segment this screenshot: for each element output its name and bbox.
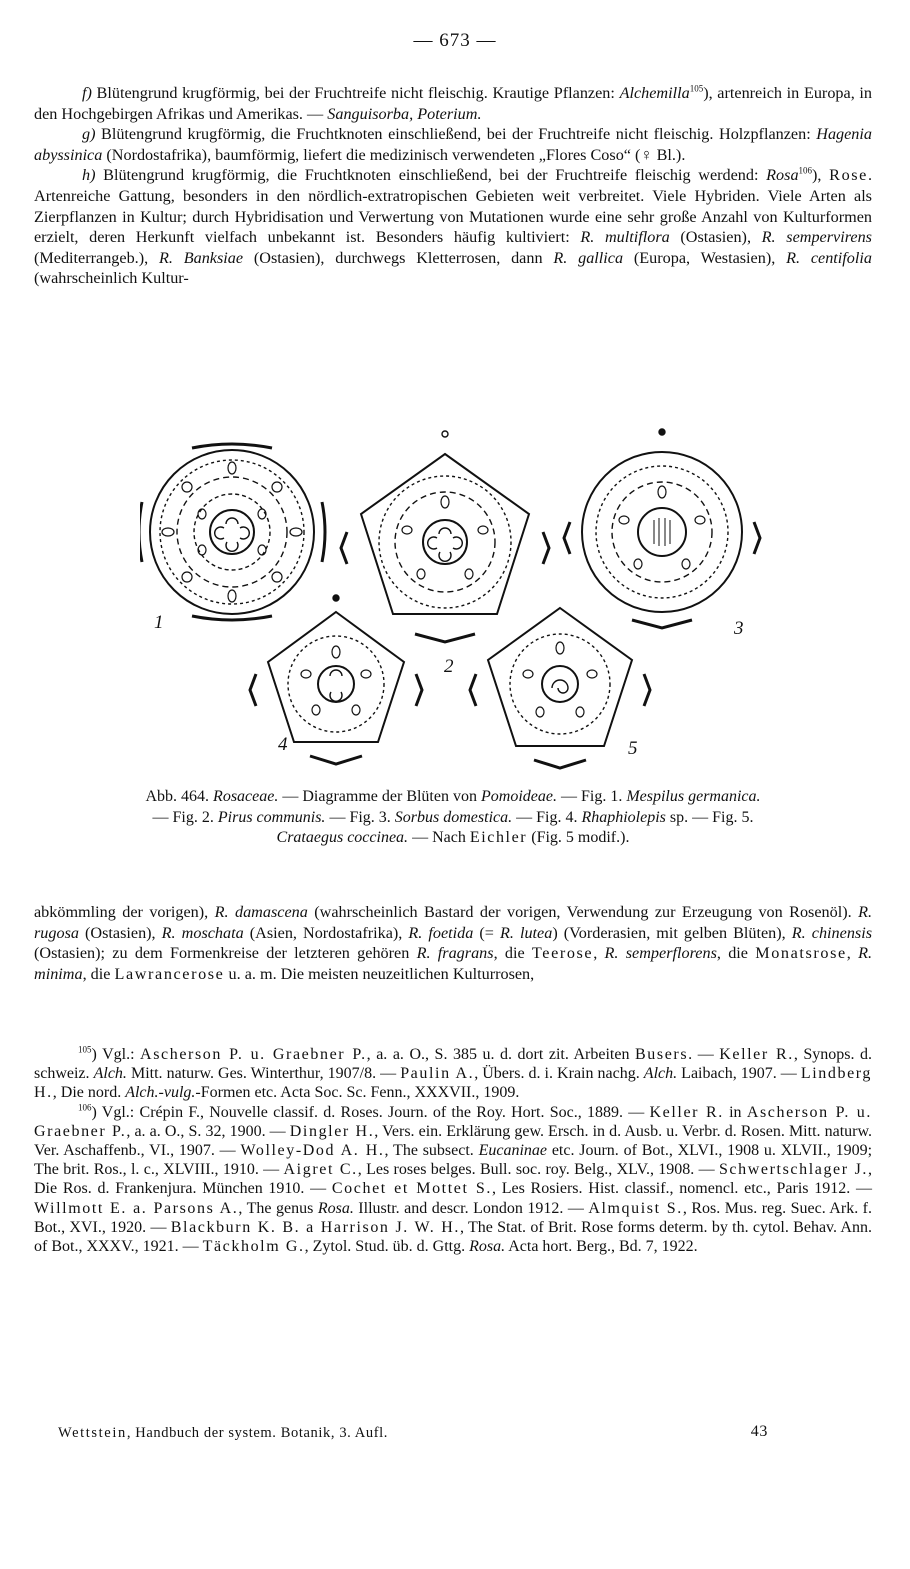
sheet-signature: 43 — [750, 1423, 768, 1440]
taxon: R. gallica — [553, 248, 624, 267]
author: Dingler H. — [289, 1122, 375, 1140]
taxon: Eucaninae — [478, 1142, 548, 1160]
author: Täckholm G. — [202, 1238, 305, 1256]
text: (Ostasien); zu dem Formenkreise der letzteren gehören — [34, 944, 417, 963]
taxon: Alch. — [93, 1065, 127, 1083]
taxon: Pirus communis. — [217, 808, 326, 826]
page-number: — 673 — — [413, 30, 497, 51]
text: , The subsect. — [384, 1142, 479, 1160]
text: , Die Ros. d. Frankenjura. München 1910. — — [34, 1161, 873, 1198]
taxon: R. multiflora — [580, 228, 670, 247]
taxon: Mespilus germanica. — [626, 788, 761, 805]
taxon: R. centifolia — [786, 248, 872, 267]
author: Busers — [635, 1046, 689, 1063]
text: (wahrscheinlich Bastard der vorigen, Verwendung zur Erzeugung von Rosenöl). — [307, 903, 859, 921]
figure-label-3: 3 — [734, 618, 744, 639]
text: . Artenreiche Gattung, besonders in den nördlich-extratropischen Gebieten weit verbreitet. Viele Hybriden. Viele Arten als Zierpflanzen in Kultur; durch Hybridisation und Verwertung von Mutationen wurde eine sehr große Anzahl von Kulturformen erzielt, deren Herkunft vielfach unbekannt ist. Besonders häufig kultiviert: — [34, 166, 872, 247]
taxon: Rosa — [766, 166, 799, 185]
text: Blütengrund krugförmig, die Fruchtknoten einschließend, bei der Fruchtreife fleischig werdend: — [95, 166, 767, 185]
page-footer — [58, 1425, 818, 1442]
taxon: Hagenia abyssinica — [34, 125, 872, 164]
figure-label-1: 1 — [154, 612, 164, 633]
text: — Fig. 2. — [152, 808, 218, 826]
text: (Ostasien), durchwegs Kletterrosen, dann — [243, 248, 554, 267]
taxon: R. moschata — [161, 923, 244, 942]
text: (wahrscheinlich Kultur- — [34, 269, 189, 288]
figure-label-4: 4 — [278, 734, 288, 755]
floral-diagram-2 — [341, 431, 549, 642]
author: Crépin F. — [139, 1103, 200, 1121]
text: , die — [82, 964, 115, 983]
taxon: R. sempervirens — [761, 228, 872, 247]
taxon: Rosaceae. — [213, 788, 279, 805]
text: , — [846, 944, 859, 963]
taxon: R. semperflorens — [604, 944, 717, 963]
text: in — [723, 1103, 747, 1121]
text: Laibach, 1907. — — [677, 1065, 801, 1083]
footnote-ref: 105 — [689, 83, 704, 94]
text: — Diagramme der Blüten von — [278, 788, 481, 805]
author: Eichler — [469, 829, 528, 846]
text: , Vers. ein. Erklärung gew. Ersch. in d. Ausb. u. Verbr. d. Rosen. Mitt. naturw. Ver. Aschaffenb., VI., 1907. — — [34, 1122, 873, 1160]
author: Schwertschlager J. — [718, 1161, 869, 1179]
taxon: Alch. — [643, 1065, 678, 1083]
taxon: Rhaphiolepis — [581, 808, 666, 826]
paragraph-f — [34, 83, 872, 124]
author: Lindberg H. — [34, 1065, 873, 1102]
author: Keller R. — [649, 1103, 724, 1121]
footnotes — [34, 1045, 872, 1256]
paragraph-h — [34, 165, 872, 289]
text: , Die nord. — [52, 1084, 126, 1102]
text: — Nach — [408, 829, 470, 846]
author: Aigret C. — [283, 1161, 358, 1179]
author: Ascherson P. u. Graebner P. — [34, 1103, 873, 1140]
caption-line-1 — [34, 787, 872, 808]
text: Acta hort. Berg., Bd. 7, 1922. — [505, 1238, 698, 1256]
footnote-number: 106 — [78, 1102, 92, 1113]
text: ) Vgl.: — [91, 1103, 140, 1121]
common-name: Teerose — [531, 944, 594, 963]
caption-line-3 — [34, 828, 872, 849]
common-name: Rose — [829, 166, 868, 185]
taxon: Alch.-vulg. — [125, 1084, 196, 1102]
text: . — — [688, 1046, 720, 1063]
caption-line-2 — [34, 808, 872, 829]
text: — Fig. 4. — [512, 808, 582, 826]
taxon: R. damascena — [214, 903, 308, 921]
author: Cochet et Mottet S. — [331, 1180, 492, 1198]
text: , — [593, 944, 605, 963]
text: (Fig. 5 modif.). — [527, 829, 630, 846]
text: Abb. 464. — [145, 788, 214, 805]
footer-title: , Handbuch der system. Botanik, 3. Aufl. — [126, 1425, 389, 1441]
text: , die — [493, 944, 532, 963]
text: -Formen etc. Acta Soc. Sc. Fenn., XXXVII., 1909. — [195, 1084, 520, 1102]
figure-label-2: 2 — [444, 656, 454, 677]
figure-label-5: 5 — [628, 738, 638, 759]
text: Illustr. and descr. London 1912. — — [353, 1199, 589, 1217]
continuation-text-block — [34, 902, 872, 984]
text: (Ostasien), — [669, 228, 762, 247]
text: , a. a. O., S. 385 u. d. dort zit. Arbeiten — [366, 1046, 636, 1063]
text: (Europa, Westasien), — [623, 248, 787, 267]
footer-author: Wettstein — [58, 1425, 127, 1441]
taxon: Rosa. — [469, 1238, 506, 1256]
taxon: R. minima — [34, 944, 873, 983]
text: (Ostasien), — [78, 923, 162, 942]
text: , Zytol. Stud. üb. d. Gttg. — [304, 1238, 470, 1256]
taxon: R. fragrans — [416, 944, 494, 963]
text: (Mediterrangeb.), — [34, 248, 159, 267]
common-name: Monatsrose — [755, 944, 847, 963]
floral-diagram-5 — [470, 608, 650, 768]
taxon: Crataegus coccinea. — [276, 829, 409, 846]
taxon: R. rugosa — [34, 903, 873, 942]
taxon: Sanguisorba, Poterium. — [327, 104, 482, 123]
paragraph-continued — [34, 902, 872, 984]
author: Wolley-Dod A. H. — [240, 1142, 385, 1160]
taxon: R. lutea — [499, 923, 553, 942]
author: Almquist S. — [588, 1199, 683, 1217]
text: (Asien, Nordostafrika), — [243, 923, 409, 942]
taxon: R. foetida — [408, 923, 474, 942]
text: etc. Journ. of Bot., XLVI., 1908 u. XLVII., 1909; The brit. Ros., l. c., XLVIII., 1910. — — [34, 1142, 873, 1179]
text: (Nordostafrika), baumförmig, liefert die medizinisch verwendeten „Flores Coso“ (♀ Bl.). — [102, 145, 686, 164]
author: Blackburn K. B. a Harrison J. W. H. — [170, 1218, 460, 1236]
text: , Übers. d. i. Krain nachg. — [474, 1065, 644, 1083]
footnote-number: 105 — [78, 1044, 92, 1055]
author: Willmott E. a. Parsons A. — [34, 1199, 239, 1217]
text: ), artenreich in Europa, in den Hochgebirgen Afrikas und Amerikas. — — [34, 84, 872, 123]
footnote-106 — [34, 1103, 872, 1257]
text: , Synops. d. schweiz. — [34, 1046, 872, 1083]
floral-diagram-1 — [140, 444, 325, 620]
text: , die — [716, 944, 756, 963]
floral-diagram-3 — [564, 429, 760, 628]
text: ) (Vorderasien, mit gelben Blüten), — [552, 923, 792, 942]
text: , Ros. Mus. reg. Suec. Ark. f. Bot., XVI., 1920. — — [34, 1199, 873, 1236]
footnote-105 — [34, 1045, 872, 1103]
text: — Fig. 1. — [556, 788, 627, 805]
text: , a. a. O., S. 32, 1900. — — [126, 1122, 290, 1140]
label: h) — [82, 166, 96, 185]
text: Blütengrund krugförmig, bei der Fruchtreife nicht fleischig. Krautige Pflanzen: — [91, 84, 620, 102]
text: , Les roses belges. Bull. soc. roy. Belg., XLV., 1908. — — [357, 1161, 719, 1179]
taxon: R. chinensis — [791, 923, 873, 942]
text: , Nouvelle classif. d. Roses. Journ. of the Roy. Hort. Soc., 1889. — — [199, 1103, 650, 1121]
label: f) — [82, 84, 92, 102]
text: u. a. m. Die meisten neuzeitlichen Kulturrosen, — [224, 964, 535, 983]
common-name: Lawrancerose — [114, 964, 225, 983]
text: (= — [473, 923, 500, 942]
author: Ascherson P. u. Graebner P. — [140, 1046, 367, 1063]
taxon: Pomoideae. — [480, 788, 557, 805]
taxon: Rosa. — [317, 1199, 354, 1217]
floral-diagram-4 — [250, 595, 422, 764]
paragraph-g — [34, 124, 872, 165]
floral-diagrams-figure — [140, 420, 780, 780]
text: , The Stat. of Brit. Rose forms determ. by th. cytol. Behav. Ann. of Bot., XXXV., 1921. — — [34, 1218, 872, 1256]
figure-caption — [34, 787, 872, 849]
text: abkömmling der vorigen), — [34, 903, 215, 921]
text: — Fig. 3. — [325, 808, 395, 826]
author: Paulin A. — [400, 1065, 475, 1083]
upper-text-block — [34, 83, 872, 289]
label: g) — [82, 125, 96, 144]
text: , Les Rosiers. Hist. classif., nomencl. etc., Paris 1912. — — [491, 1180, 872, 1198]
taxon: Alchemilla — [619, 84, 690, 102]
author: Keller R. — [719, 1046, 794, 1063]
taxon: R. Banksiae — [158, 248, 244, 267]
text: ), — [812, 166, 830, 185]
taxon: Sorbus domestica. — [394, 808, 513, 826]
text: ) Vgl.: — [91, 1046, 141, 1063]
text: Blütengrund krugförmig, die Fruchtknoten einschließend, bei der Fruchtreife nicht fleischig. Holzpflanzen: — [95, 125, 817, 144]
footnote-ref: 106 — [798, 165, 813, 176]
text: sp. — Fig. 5. — [665, 808, 754, 826]
text: , The genus — [238, 1199, 318, 1217]
text: Mitt. naturw. Ges. Winterthur, 1907/8. — — [126, 1065, 401, 1083]
